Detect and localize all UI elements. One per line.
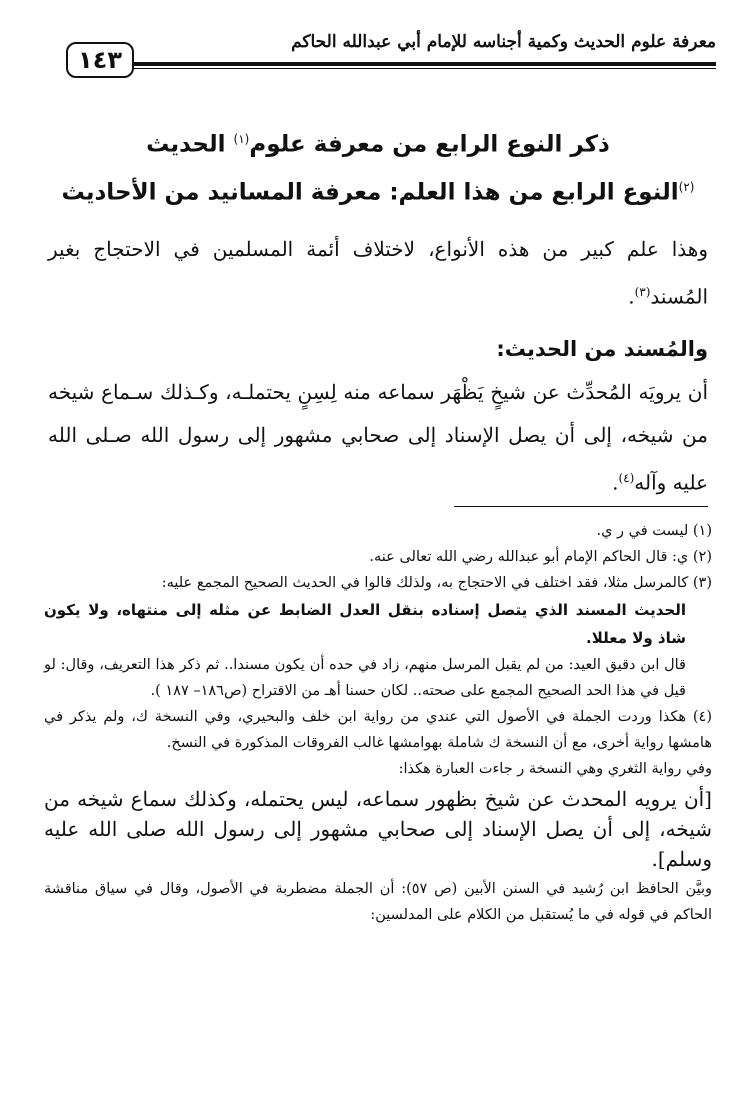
subheading: والمُسند من الحديث: <box>496 336 708 361</box>
footnote-4-end: وبيَّن الحافظ ابن رُشيد في السنن الأبين (ص ٥٧): أن الجملة مضطربة في الأصول، وقال في سياق مناقشة الحاكم في قوله في ما يُستقبل من الكلام على المدلسين: <box>44 881 712 923</box>
page-header <box>66 24 716 84</box>
main-text <box>48 228 708 504</box>
footnote-separator <box>454 506 708 507</box>
footnote-1: (١) ليست في ر ي. <box>596 523 712 539</box>
header-rule <box>134 62 716 69</box>
chapter-heading <box>40 118 716 166</box>
chapter-heading-end: الحديث <box>146 131 226 158</box>
page-number: ١٤٣ <box>66 42 134 78</box>
footnote-3: (٣) كالمرسل مثلا، فقد اختلف في الاحتجاج به، ولذلك قالوا في الحديث الصحيح المجمع عليه: <box>161 575 712 591</box>
footnote-ref: (٢) <box>678 179 695 194</box>
section-heading <box>40 166 716 214</box>
footnotes <box>44 518 712 928</box>
paragraph <box>48 371 708 505</box>
paragraph-text: أن يرويَه المُحدِّث عن شيخٍ يَظْهَر سماعه منه لِسِنٍ يحتملـه، وكـذلك سـماع شيخه من شيخه، إلى أن يصل الإسناد إلى صحابي مشهور إلى رسول الله صـلى الله عليه وآله <box>48 379 708 495</box>
running-title: معرفة علوم الحديث وكمية أجناسه للإمام أبي عبدالله الحاكم <box>291 32 716 52</box>
paragraph-end: . <box>628 284 635 309</box>
footnote-ref: (١) <box>233 132 250 146</box>
section-heading-text: النوع الرابع من هذا العلم: معرفة المسانيد من الأحاديث <box>61 179 679 206</box>
chapter-headings <box>40 118 716 213</box>
footnote-4-intro: وفي رواية الثغري وهي النسخة ر جاءت العبارة هكذا: <box>398 761 712 777</box>
paragraph <box>48 228 708 319</box>
footnote-3-continuation: قال ابن دقيق العيد: من لم يقبل المرسل منهم، زاد في حده أن يكون مسندا.. ثم ذكر هذا التعريف، وقال: لو قيل في هذا الحد الصحيح المجمع على صحته.. لكان حسنا أهـ من الاقتراح (ص١٨٦– ١٨٧ ). <box>44 657 686 699</box>
paragraph-end: . <box>612 470 619 495</box>
footnote-4-quote: [أن يرويه المحدث عن شيخ بظهور سماعه، ليس يحتمله، وكذلك سماع شيخه من شيخه، إلى أن يصل الإسناد إلى صحابي مشهور إلى رسول الله صلى الله عليه وسلم]. <box>44 787 712 871</box>
footnote-2: (٢) ي: قال الحاكم الإمام أبو عبدالله رضي الله تعالى عنه. <box>369 549 712 565</box>
paragraph-text: وهذا علم كبير من هذه الأنواع، لاختلاف أئمة المسلمين في الاحتجاج بغير المُسند <box>48 237 708 309</box>
footnote-4: (٤) هكذا وردت الجملة في الأصول التي عندي من رواية ابن خلف والبحيري، وفي النسخة ك، ولم يذكر في هامشها رواية أخرى، مع أن النسخة ك شاملة بهوامشها غالب الفروقات المذكورة في النسخ. <box>44 709 712 751</box>
chapter-heading-text: ذكر النوع الرابع من معرفة علوم <box>249 131 610 158</box>
footnote-ref: (٤) <box>618 470 635 485</box>
footnote-ref: (٣) <box>634 285 651 299</box>
footnote-3-definition: الحديث المسند الذي يتصل إسناده بنقل العدل الضابط عن مثله إلى منتهاه، ولا يكون شاذ ولا معللا. <box>44 601 686 647</box>
